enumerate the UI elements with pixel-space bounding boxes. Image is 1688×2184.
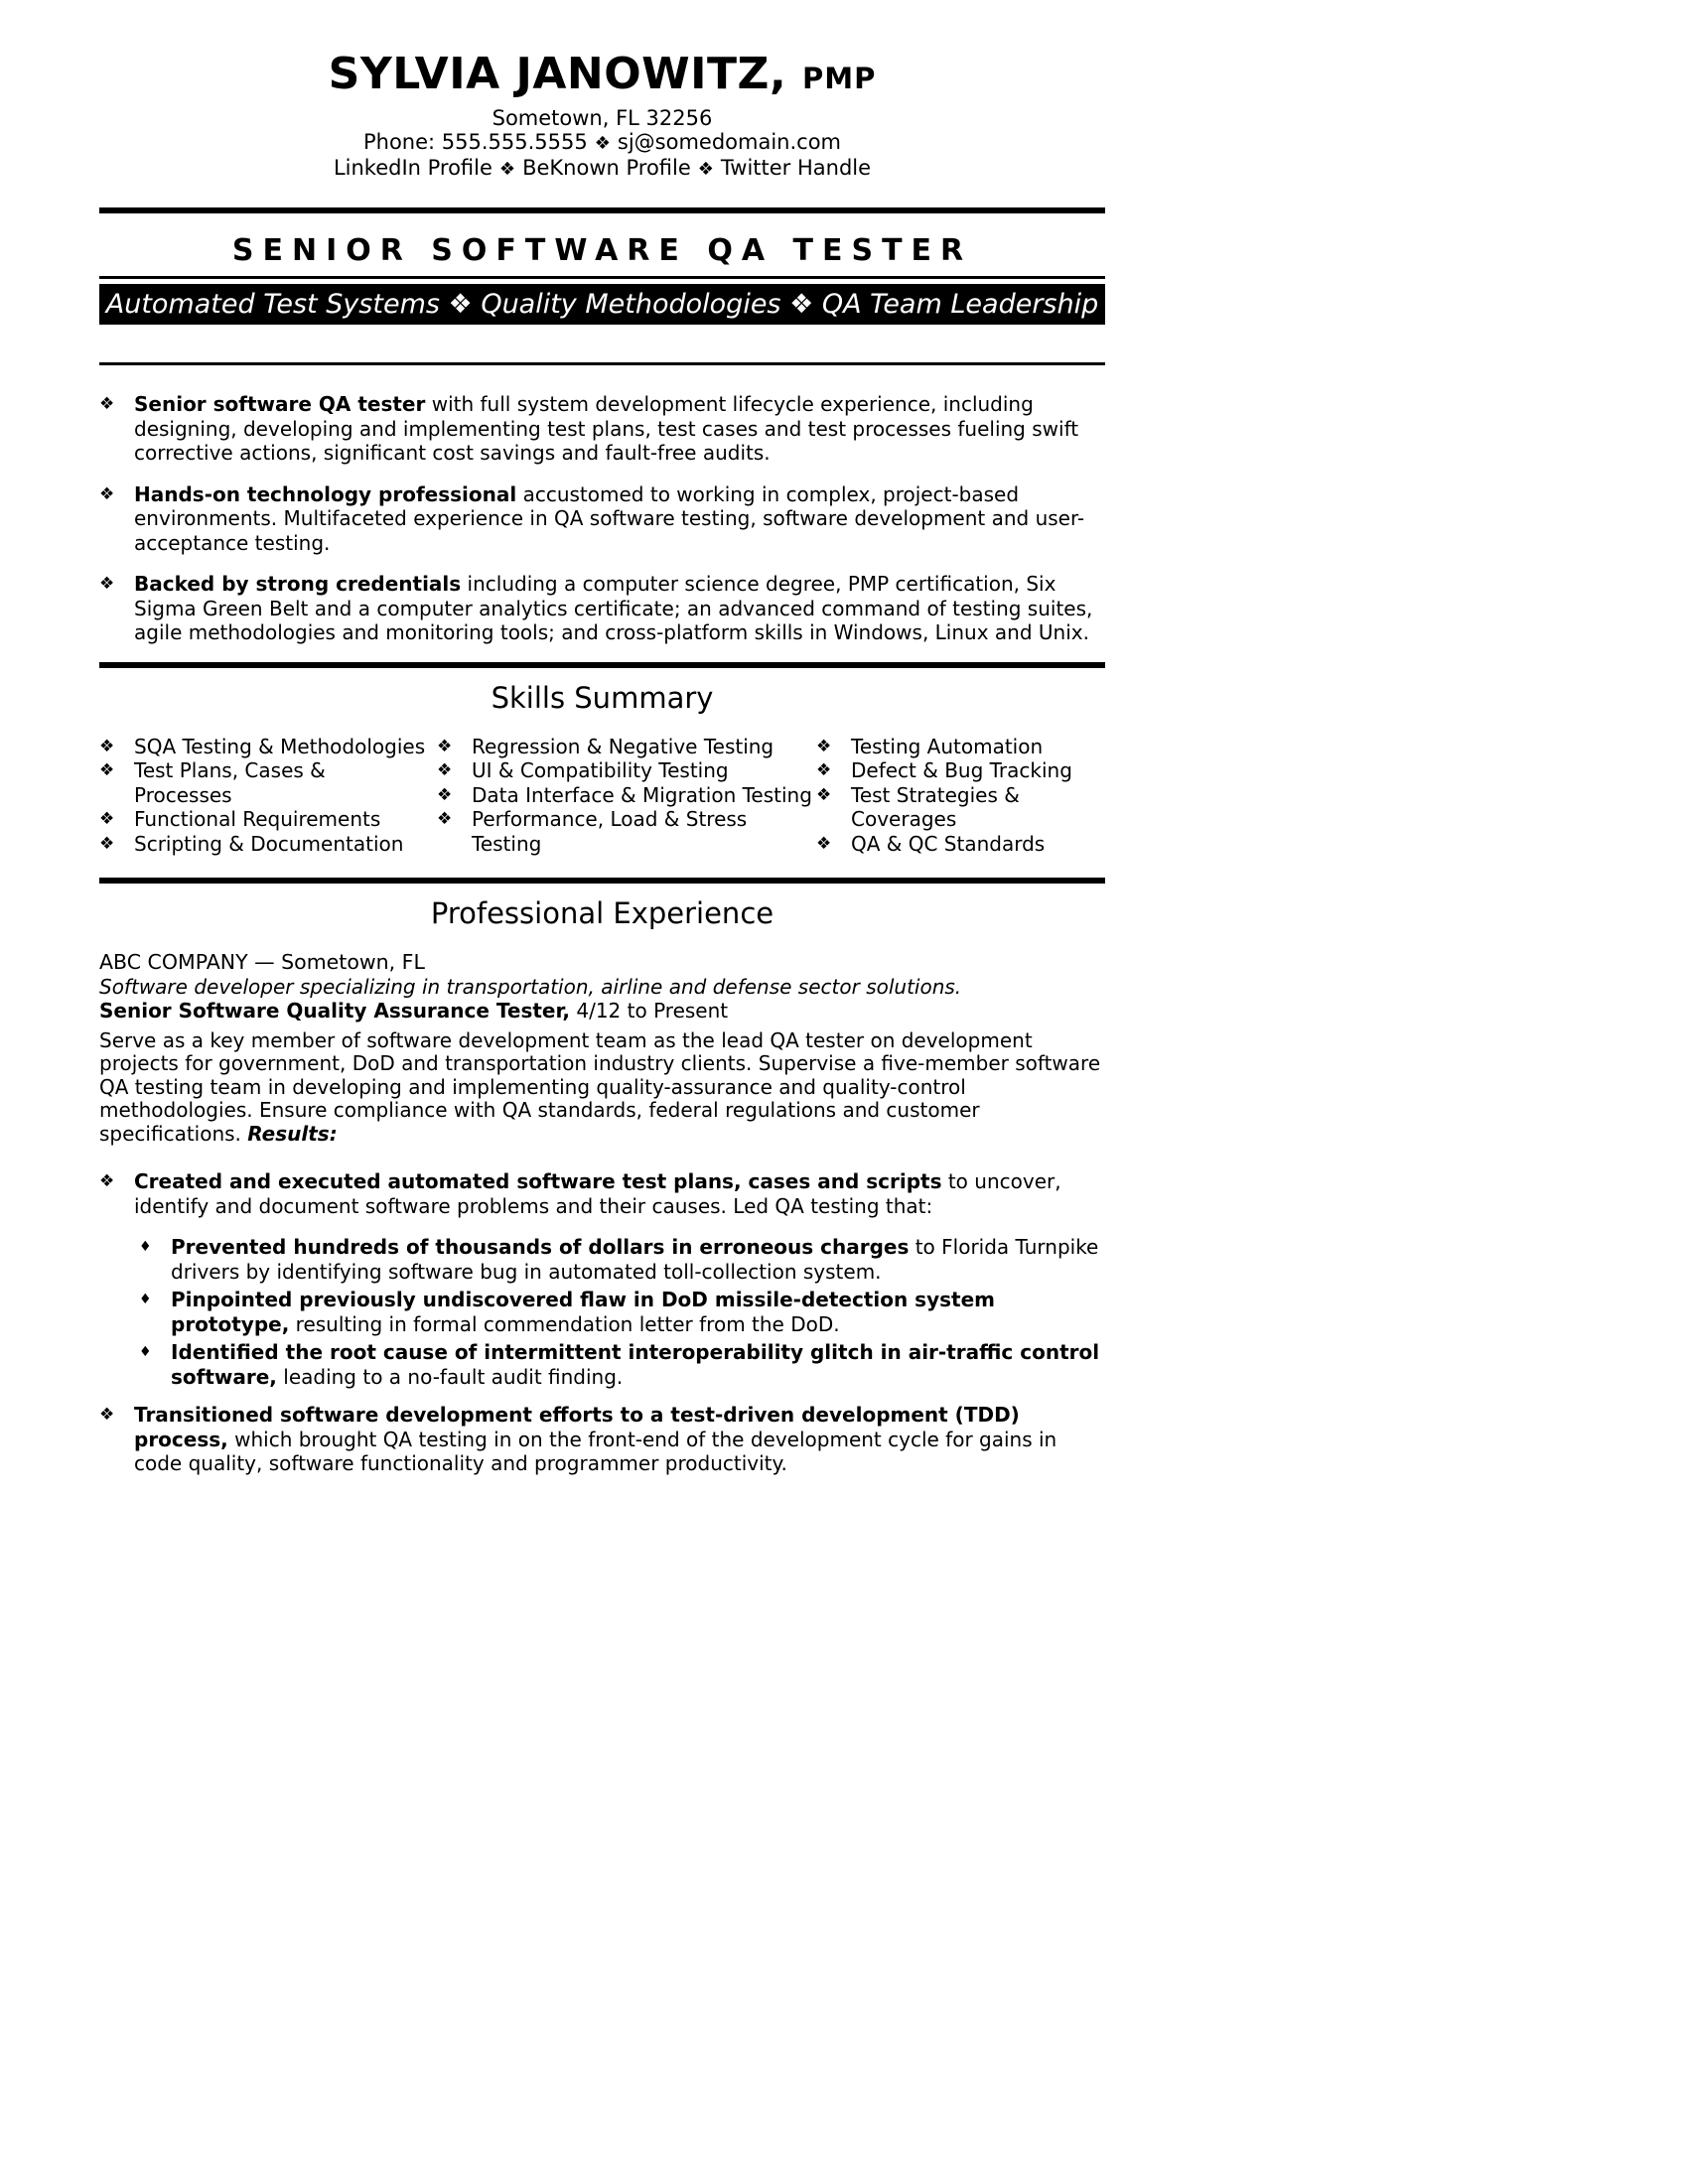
intro-text: Serve as a key member of software development team as the lead QA tester on development projects for government, DoD and transportation industry clients. Supervise a five-member software QA testing team in developing and implementing quality-assurance and quality-control methodologies. Ensure compliance with QA standards, federal regulations and customer specifications. [99,1027,1101,1146]
diamond-bullet-icon: ❖ [99,394,115,415]
skills-column-2 [437,735,816,857]
skill-label: Scripting & Documentation [134,831,404,856]
skill-label: Testing Automation [851,734,1044,758]
bullet-lead: Senior software QA tester [134,392,426,417]
job-title: Senior Software Quality Assurance Tester, [99,999,571,1024]
small-diamond-icon: ♦ [139,1344,152,1361]
sub-bullet-body: to Florida Turnpike drivers by identifying software bug in automated toll-collection system. [171,1235,1099,1284]
skill-label: Data Interface & Migration Testing [472,782,812,807]
diamond-separator-icon: ❖ [697,159,714,181]
skill-item [437,758,816,783]
contact-block [99,106,1105,182]
skill-item [99,832,427,857]
skill-item [437,807,816,856]
diamond-bullet-icon: ❖ [816,736,832,756]
diamond-bullet-icon: ❖ [437,809,453,830]
summary-bullet [99,392,1105,466]
bullet-body: with full system development lifecycle experience, including designing, developing and implementing test plans, test cases and test processes fueling swift corrective actions, significant cost savings and fault-free audits. [134,392,1079,466]
experience-intro [99,1029,1105,1147]
phone-text: Phone: 555.555.5555 [362,130,588,155]
skill-label: UI & Compatibility Testing [472,758,729,783]
tagline-text: Automated Test Systems ❖ Quality Methodologies ❖ QA Team Leadership [105,289,1099,321]
diamond-bullet-icon: ❖ [816,760,832,781]
name-text: SYLVIA JANOWITZ, [328,49,787,99]
linkedin-profile-link[interactable]: LinkedIn Profile [333,156,492,181]
sub-bullet-lead: Pinpointed previously undiscovered flaw in DoD missile-detection system prototype, [171,1288,995,1336]
experience-rule [99,878,1105,884]
summary-bullet-text [134,572,1105,645]
diamond-bullet-icon: ❖ [99,760,115,781]
skill-label: Test Plans, Cases & Processes [134,758,326,807]
sub-bullet-lead: Prevented hundreds of thousands of dollars in erroneous charges [171,1235,910,1260]
diamond-bullet-icon: ❖ [99,483,115,504]
diamond-bullet-icon: ❖ [99,833,115,854]
bullet-lead: Backed by strong credentials [134,572,462,597]
results-label: Results: [247,1121,338,1146]
skills-rule [99,662,1105,668]
small-diamond-icon: ♦ [139,1239,152,1256]
diamond-bullet-icon: ❖ [99,736,115,756]
experience-bullets [99,1169,1105,1476]
sub-bullet-item [99,1235,1105,1284]
skill-label: Defect & Bug Tracking [851,758,1072,783]
diamond-bullet-icon: ❖ [99,574,115,595]
diamond-bullet-icon: ❖ [99,809,115,830]
diamond-bullet-icon: ❖ [816,833,832,854]
bullet-body: accustomed to working in complex, project-based environments. Multifaceted experience in QA software testing, software development and user-acceptance testing. [134,481,1085,555]
header-rule [99,207,1105,213]
skill-item [99,807,427,832]
job-dates: 4/12 to Present [570,999,729,1024]
contact-links [99,156,1105,182]
tagline-banner [99,284,1105,325]
skills-columns [99,735,1105,857]
skill-label: Regression & Negative Testing [472,734,774,758]
skills-heading: Skills Summary [491,680,714,715]
email-link[interactable]: sj@somedomain.com [617,130,842,155]
sub-bullet-body: leading to a no-fault audit finding. [276,1364,624,1389]
twitter-handle-link[interactable]: Twitter Handle [720,156,872,181]
diamond-bullet-icon: ❖ [437,760,453,781]
diamond-bullet-icon: ❖ [99,1171,115,1192]
skill-label: QA & QC Standards [851,831,1046,856]
skill-item [99,758,427,807]
skill-item [816,832,1105,857]
summary-bullet [99,482,1105,556]
resume-title: SENIOR SOFTWARE QA TESTER [231,233,973,269]
summary-bullet-text [134,482,1105,556]
diamond-separator-icon: ❖ [498,159,516,181]
sub-bullet-item [99,1340,1105,1389]
sub-bullet-body: resulting in formal commendation letter from the DoD. [289,1311,840,1336]
skill-label: Functional Requirements [134,807,381,832]
company-description: Software developer specializing in transportation, airline and defense sector solutions. [99,974,962,999]
skill-item [816,758,1105,783]
banner-rule [99,362,1105,365]
skill-label: Performance, Load & Stress Testing [472,807,748,856]
skill-label: SQA Testing & Methodologies [134,734,426,758]
sub-bullet-text [171,1235,1105,1284]
skill-item [99,735,427,759]
bullet-body: which brought QA testing in on the front-end of the development cycle for gains in code quality, software functionality and programmer productivity. [134,1427,1057,1476]
resume-page [99,0,1105,1476]
skill-label: Test Strategies & Coverages [851,782,1020,832]
skills-column-1 [99,735,427,857]
experience-heading: Professional Experience [430,896,774,931]
experience-bullet [99,1403,1105,1476]
diamond-bullet-icon: ❖ [99,1405,115,1426]
skill-item [437,783,816,808]
person-name [99,49,1105,99]
name-credential: PMP [801,62,877,95]
bullet-body: to uncover, identify and document software problems and their causes. Led QA testing that: [134,1169,1061,1218]
title-rule [99,276,1105,279]
bullet-lead: Hands-on technology professional [134,481,517,506]
summary-section [99,392,1105,645]
diamond-bullet-icon: ❖ [437,736,453,756]
job-title-line [99,999,1105,1024]
summary-bullet-text [134,392,1105,466]
skill-item [816,783,1105,832]
beknown-profile-link[interactable]: BeKnown Profile [522,156,691,181]
skill-item [437,735,816,759]
sub-bullet-text [171,1340,1105,1389]
company-line: ABC COMPANY — Sometown, FL [99,950,425,975]
experience-bullet [99,1169,1105,1218]
sub-bullet-list [99,1235,1105,1389]
sub-bullet-lead: Identified the root cause of intermittent interoperability glitch in air-traffic control software, [171,1340,1100,1389]
skill-item [816,735,1105,759]
experience-bullet-text [134,1169,1105,1218]
diamond-bullet-icon: ❖ [816,784,832,805]
bullet-body: including a computer science degree, PMP certification, Six Sigma Green Belt and a computer analytics certificate; an advanced command of testing suites, agile methodologies and monitoring tools; and cross-platform skills in Windows, Linux and Unix. [134,572,1093,645]
summary-bullet [99,572,1105,645]
experience-bullet-text [134,1403,1105,1476]
contact-location: Sometown, FL 32256 [492,106,713,131]
sub-bullet-text [171,1288,1105,1336]
diamond-separator-icon: ❖ [594,133,611,155]
diamond-bullet-icon: ❖ [437,784,453,805]
contact-phone-email [99,130,1105,156]
sub-bullet-item [99,1288,1105,1336]
skills-column-3 [816,735,1105,857]
small-diamond-icon: ♦ [139,1292,152,1308]
bullet-lead: Created and executed automated software test plans, cases and scripts [134,1169,942,1194]
bullet-lead: Transitioned software development efforts to a test-driven development (TDD) process, [134,1403,1020,1451]
